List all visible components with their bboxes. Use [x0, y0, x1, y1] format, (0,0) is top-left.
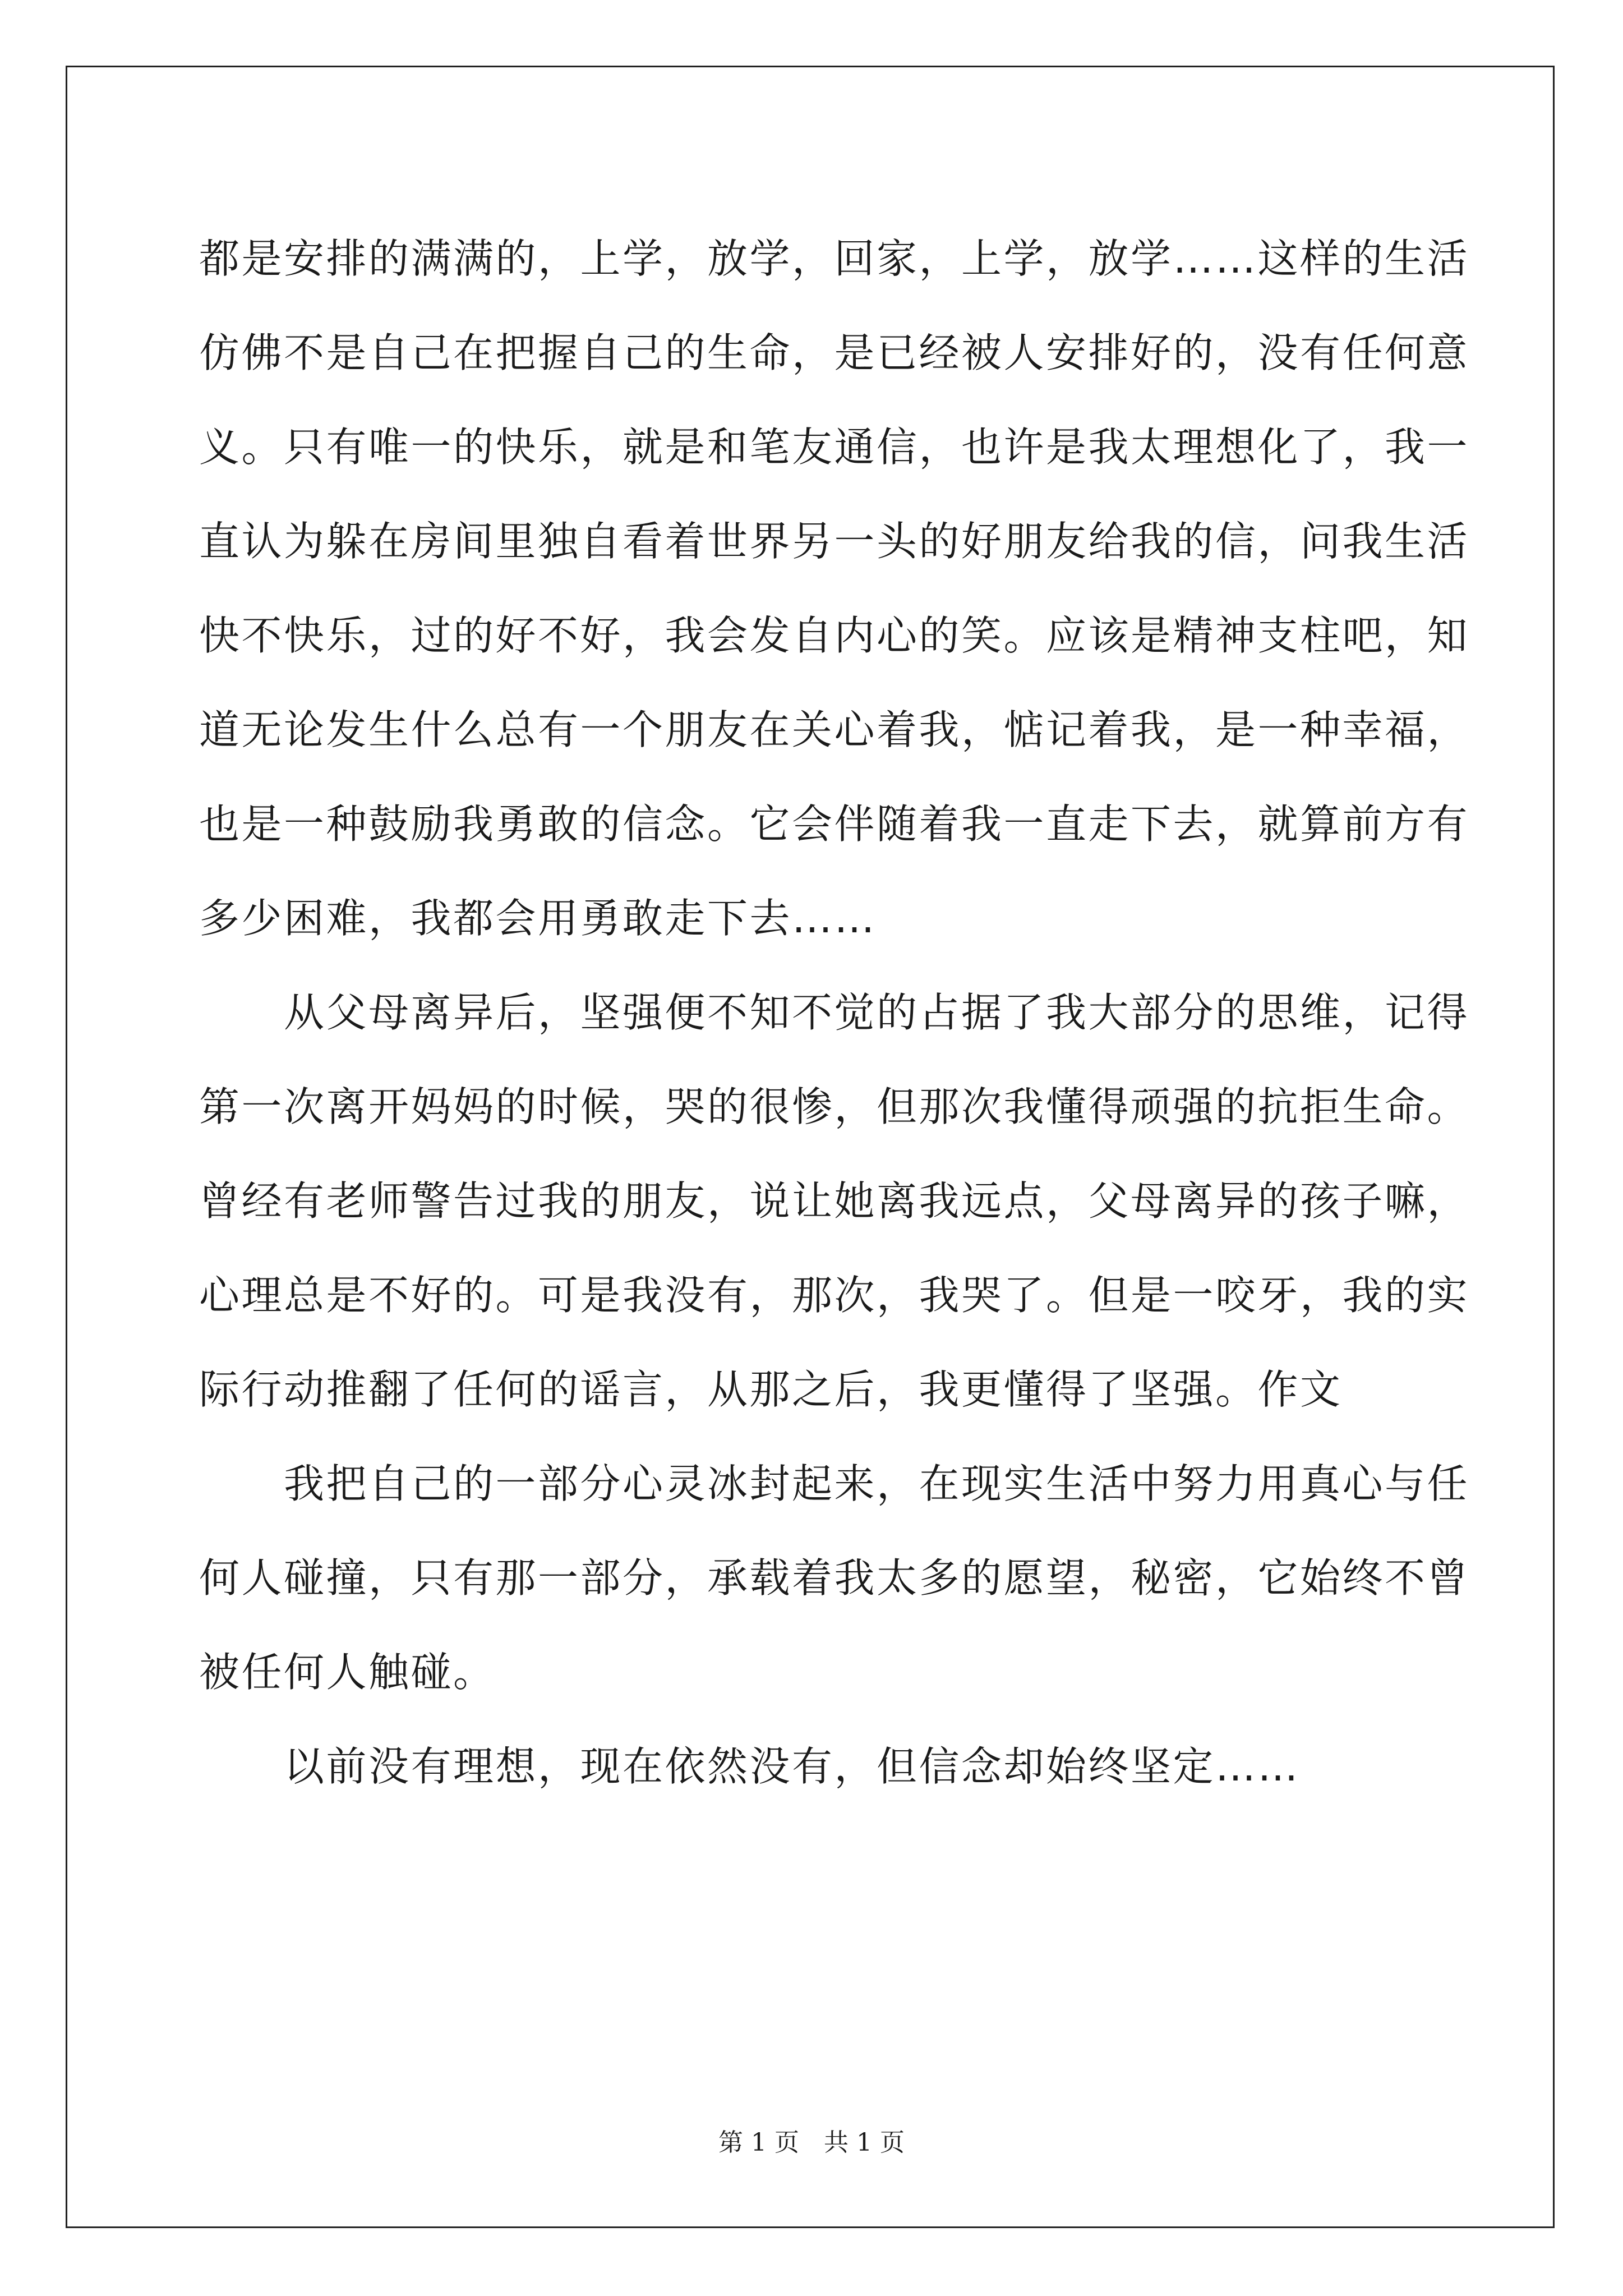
text-line: 以前没有理想，现在依然没有，但信念却始终坚定…… [199, 1743, 1301, 1790]
text-line: 曾经有老师警告过我的朋友，说让她离我远点，父母离异的孩子嘛， [199, 1177, 1470, 1225]
text-line: 从父母离异后，坚强便不知不觉的占据了我大部分的思维，记得 [199, 989, 1470, 1036]
page-number-footer: 第 1 页 共 1 页 [718, 2128, 905, 2157]
text-line: 义。只有唯一的快乐，就是和笔友通信，也许是我太理想化了，我一 [199, 424, 1470, 471]
text-line: 第一次离开妈妈的时候，哭的很惨，但那次我懂得顽强的抗拒生命。 [199, 1083, 1470, 1130]
text-line: 直认为躲在房间里独自看着世界另一头的好朋友给我的信，问我生活 [199, 518, 1470, 565]
text-line: 也是一种鼓励我勇敢的信念。它会伴随着我一直走下去，就算前方有 [199, 800, 1470, 848]
text-line: 何人碰撞，只有那一部分，承载着我太多的愿望，秘密，它始终不曾 [199, 1554, 1470, 1602]
text-line: 多少困难，我都会用勇敢走下去…… [199, 895, 877, 942]
text-line: 我把自己的一部分心灵冰封起来，在现实生活中努力用真心与任 [199, 1460, 1470, 1507]
text-line: 都是安排的满满的，上学，放学，回家，上学，放学……这样的生活 [199, 235, 1470, 282]
text-line: 道无论发生什么总有一个朋友在关心着我，惦记着我，是一种幸福， [199, 706, 1470, 753]
document-body [199, 211, 1470, 1814]
text-line: 心理总是不好的。可是我没有，那次，我哭了。但是一咬牙，我的实 [199, 1272, 1470, 1319]
text-line: 被任何人触碰。 [199, 1649, 496, 1696]
text-line: 仿佛不是自己在把握自己的生命，是已经被人安排好的，没有任何意 [199, 329, 1470, 376]
text-line: 际行动推翻了任何的谣言，从那之后，我更懂得了坚强。作文 [199, 1366, 1343, 1413]
text-line: 快不快乐，过的好不好，我会发自内心的笑。应该是精神支柱吧，知 [199, 612, 1470, 659]
